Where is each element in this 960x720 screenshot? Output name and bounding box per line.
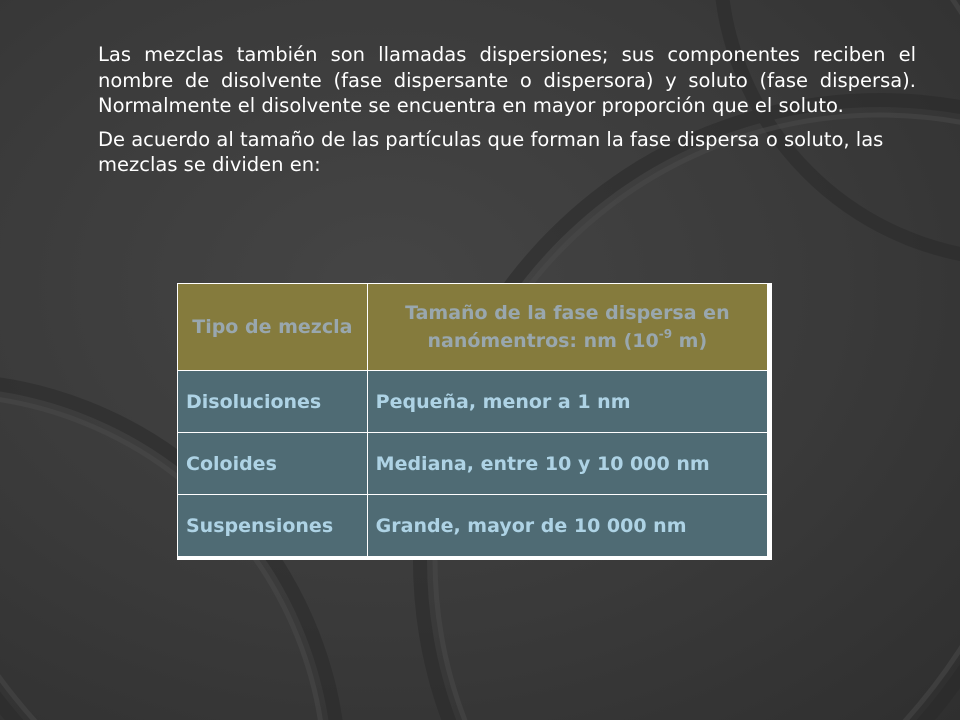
row-size-cell: Grande, mayor de 10 000 nm [367,495,767,557]
header-tamano [367,284,767,371]
table-header-row [178,284,768,371]
row-size-cell: Mediana, entre 10 y 10 000 nm [367,433,767,495]
table-row [178,371,768,433]
header-exponent: -9 [658,326,673,341]
row-type-cell: Disoluciones [178,371,368,433]
row-size-cell: Pequeña, menor a 1 nm [367,371,767,433]
row-type-cell: Coloides [178,433,368,495]
table-row [178,433,768,495]
table-row [178,495,768,557]
header-tipo-label: Tipo de mezcla [192,316,353,338]
body-text [98,42,916,178]
header-tamano-label: Tamaño de la fase dispersa en nanómentros: nm (10 [405,302,730,352]
row-type-cell: Suspensiones [178,495,368,557]
mixture-table-frame [177,283,772,560]
mixture-table [177,283,768,557]
header-tipo [178,284,368,371]
header-tamano-unit: m) [672,330,708,352]
paragraph-classification: De acuerdo al tamaño de las partículas que forman la fase dispersa o soluto, las mezclas se dividen en: [98,127,884,176]
paragraph-intro: Las mezclas también son llamadas dispersiones; sus componentes reciben el nombre de disolvente (fase dispersante o dispersora) y soluto (fase dispersa). Normalmente el disolvente se encuentra en mayor proporción que el soluto. [98,43,916,117]
